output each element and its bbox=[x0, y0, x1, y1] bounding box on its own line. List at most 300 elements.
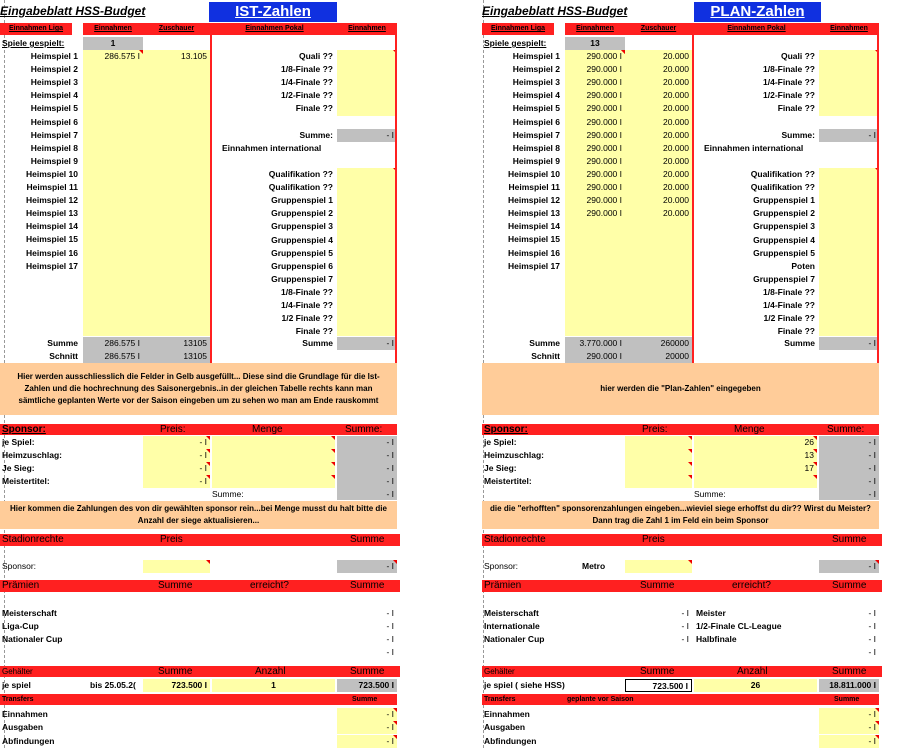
heimspiel-label: Heimspiel 12 bbox=[26, 195, 78, 206]
sponsor-preis-cell[interactable] bbox=[625, 449, 692, 462]
heimspiel-einnahmen-cell[interactable] bbox=[83, 89, 143, 102]
heimspiel-zuschauer-cell[interactable] bbox=[143, 181, 210, 194]
spiele-gespielt-value[interactable]: 1 bbox=[83, 37, 143, 50]
schnitt-zuschauer: 13105 bbox=[143, 350, 210, 363]
heimspiel-einnahmen-cell[interactable] bbox=[83, 116, 143, 129]
transfer-row-value[interactable]: - I bbox=[819, 721, 879, 734]
sponsor-row-label: Heimzuschlag: bbox=[2, 450, 62, 460]
column-divider bbox=[692, 23, 694, 363]
heimspiel-label: Heimspiel 16 bbox=[508, 247, 560, 258]
heimspiel-zuschauer-cell[interactable]: 20.000 bbox=[663, 195, 689, 206]
sponsor-menge-cell[interactable]: 26 bbox=[804, 437, 814, 447]
heimspiel-label: Heimspiel 6 bbox=[512, 116, 560, 127]
summe-label: Summe bbox=[47, 338, 78, 348]
heimspiel-zuschauer-cell[interactable] bbox=[625, 233, 692, 246]
heimspiel-einnahmen-cell[interactable] bbox=[83, 220, 143, 233]
comment-marker-icon bbox=[688, 560, 692, 564]
heimspiel-zuschauer-cell[interactable] bbox=[143, 233, 210, 246]
heimspiel-label: Heimspiel 9 bbox=[30, 155, 78, 166]
transfer-row-label: Ausgaben bbox=[484, 722, 526, 733]
heimspiel-label: Heimspiel 14 bbox=[508, 221, 560, 232]
heimspiel-zuschauer-cell[interactable] bbox=[143, 102, 210, 115]
sponsor-row-label: Je Sieg: bbox=[484, 463, 517, 473]
heimspiel-label: Heimspiel 15 bbox=[26, 234, 78, 245]
info-note-ist: hier werden die "Plan-Zahlen" eingegeben bbox=[482, 363, 879, 415]
heimspiel-zuschauer-cell[interactable]: 20.000 bbox=[663, 208, 689, 219]
heimspiel-einnahmen-cell[interactable]: 286.575 I bbox=[104, 51, 140, 61]
gehaelter-betrag[interactable]: 723.500 I bbox=[625, 679, 692, 692]
heimspiel-einnahmen-cell[interactable] bbox=[83, 129, 143, 142]
comment-marker-icon bbox=[813, 449, 817, 453]
stadion-summe-header: Summe bbox=[350, 534, 400, 546]
praemien-erreicht-header: erreicht? bbox=[250, 580, 310, 592]
heimspiel-zuschauer-cell[interactable] bbox=[143, 129, 210, 142]
heimspiel-label: Heimspiel 3 bbox=[30, 77, 78, 88]
right-border bbox=[395, 23, 397, 363]
heimspiel-zuschauer-cell[interactable]: 13.105 bbox=[181, 51, 207, 61]
comment-marker-icon bbox=[875, 735, 879, 739]
sponsor-summe-header: Summe: bbox=[345, 424, 395, 435]
gehaelter-total: 723.500 I bbox=[337, 679, 397, 692]
banner-title: PLAN-Zahlen bbox=[694, 2, 821, 22]
international-round-label: Gruppenspiel 2 bbox=[753, 208, 815, 219]
sponsor-summe-cell: - I bbox=[819, 462, 879, 475]
sponsor-summe-cell: - I bbox=[337, 475, 397, 488]
schnitt-einnahmen: 290.000 I bbox=[565, 350, 625, 363]
transfer-row-value[interactable]: - I bbox=[337, 735, 397, 748]
pokal-round-label: 1/2-Finale ?? bbox=[281, 90, 333, 101]
heimspiel-einnahmen-cell[interactable]: 290.000 I bbox=[586, 51, 622, 61]
header-pokal: Einnahmen Pokal bbox=[212, 23, 337, 35]
summe-einnahmen: 286.575 I bbox=[83, 337, 143, 350]
international-round-label: 1/8-Finale ?? bbox=[763, 286, 815, 297]
heimspiel-einnahmen-cell[interactable] bbox=[83, 260, 143, 273]
international-round-label: 1/4-Finale ?? bbox=[281, 300, 333, 310]
praemien-total: - I bbox=[868, 647, 876, 657]
gehaelter-anzahl-header: Anzahl bbox=[737, 666, 787, 677]
header-zuschauer: Zuschauer bbox=[143, 23, 210, 35]
international-round-label: Gruppenspiel 5 bbox=[753, 247, 815, 258]
gehaelter-summe-header: Summe bbox=[158, 666, 208, 677]
praemien-erreicht-label: Halbfinale bbox=[696, 634, 737, 644]
gehaelter-label: je spiel ( siehe HSS) bbox=[484, 680, 565, 690]
transfers-summe-header: Summe bbox=[834, 694, 879, 705]
header-zuschauer: Zuschauer bbox=[625, 23, 692, 35]
pokal-round-label: Finale ?? bbox=[295, 103, 333, 114]
heimspiel-zuschauer-cell[interactable] bbox=[625, 260, 692, 273]
sponsor-row-label: je Spiel: bbox=[484, 437, 517, 447]
summe-einnahmen: 3.770.000 I bbox=[565, 337, 625, 350]
praemien-erreicht-label: Meister bbox=[696, 608, 726, 618]
heimspiel-zuschauer-cell[interactable]: 20.000 bbox=[663, 103, 689, 114]
heimspiel-zuschauer-cell[interactable]: 20.000 bbox=[663, 142, 689, 153]
comment-marker-icon bbox=[621, 50, 625, 54]
gehaelter-bis: bis 25.05.2( bbox=[90, 680, 136, 690]
international-round-label: Qualifikation ?? bbox=[750, 169, 815, 179]
praemien-row-value: - I bbox=[681, 608, 689, 618]
pokal-round-label: 1/4-Finale ?? bbox=[763, 77, 815, 88]
heimspiel-label: Heimspiel 14 bbox=[26, 221, 78, 232]
info-note-sponsor: Hier kommen die Zahlungen des von dir gewählten sponsor rein...bei Menge musst du halt bitte die Anzahl der siege aktualisieren... bbox=[0, 501, 397, 529]
sponsor-total-value: - I bbox=[819, 488, 879, 500]
gehaelter-anzahl[interactable]: 26 bbox=[694, 679, 817, 692]
comment-marker-icon bbox=[206, 436, 210, 440]
praemien-row-value2: - I bbox=[868, 634, 876, 644]
spiele-gespielt-label: Spiele gespielt: bbox=[2, 38, 65, 48]
international-round-label: Gruppenspiel 4 bbox=[271, 234, 333, 245]
ist-panel bbox=[0, 0, 400, 748]
heimspiel-label: Heimspiel 1 bbox=[30, 51, 78, 61]
heimspiel-label: Heimspiel 13 bbox=[508, 208, 560, 219]
comment-marker-icon bbox=[688, 449, 692, 453]
heimspiel-zuschauer-cell[interactable] bbox=[143, 89, 210, 102]
heimspiel-einnahmen-cell[interactable] bbox=[83, 233, 143, 246]
gehaelter-summe2-header: Summe bbox=[350, 666, 400, 677]
international-summe-value: - I bbox=[819, 337, 879, 350]
transfer-row-label: Ausgaben bbox=[2, 722, 44, 733]
sponsor-title: Sponsor: bbox=[2, 424, 62, 435]
sponsor-menge-cell[interactable] bbox=[212, 449, 335, 462]
sponsor-total-label: Summe: bbox=[694, 489, 726, 499]
comment-marker-icon bbox=[875, 560, 879, 564]
praemien-summe-header: Summe bbox=[640, 580, 690, 592]
sponsor-row-label: je Spiel: bbox=[2, 437, 35, 447]
stadion-sponsor-label: Sponsor: bbox=[484, 561, 519, 571]
comment-marker-icon bbox=[331, 449, 335, 453]
comment-marker-icon bbox=[393, 721, 397, 725]
heimspiel-einnahmen-cell[interactable] bbox=[565, 260, 625, 273]
sponsor-menge-header: Menge bbox=[252, 424, 302, 435]
stadion-summe-cell: - I bbox=[337, 560, 397, 573]
international-summe-label: Summe bbox=[784, 338, 815, 348]
stadion-summe-header: Summe bbox=[832, 534, 882, 546]
transfer-row-value[interactable]: - I bbox=[819, 735, 879, 748]
schnitt-zuschauer: 20000 bbox=[625, 350, 692, 363]
transfer-row-label: Abfindungen bbox=[2, 735, 55, 746]
heimspiel-zuschauer-cell[interactable] bbox=[143, 168, 210, 181]
spiele-gespielt-label: Spiele gespielt: bbox=[484, 38, 547, 48]
international-input-column bbox=[337, 168, 397, 336]
praemien-row-label: Liga-Cup bbox=[2, 621, 39, 631]
transfers-title: Transfers bbox=[484, 694, 564, 705]
pokal-round-label: 1/2-Finale ?? bbox=[763, 90, 815, 101]
sponsor-preis-header: Preis: bbox=[160, 424, 210, 435]
international-round-label: Finale ?? bbox=[777, 326, 815, 337]
stadion-preis-header: Preis bbox=[642, 534, 692, 546]
heimspiel-zuschauer-cell[interactable] bbox=[143, 194, 210, 207]
gehaelter-summe-header: Summe bbox=[640, 666, 690, 677]
heimspiel-zuschauer-cell[interactable]: 20.000 bbox=[663, 168, 689, 179]
heimspiel-zuschauer-cell[interactable] bbox=[625, 220, 692, 233]
international-round-label: 1/8-Finale ?? bbox=[281, 286, 333, 297]
sponsor-preis-cell[interactable] bbox=[625, 462, 692, 475]
column-divider bbox=[210, 23, 212, 363]
heimspiel-label: Heimspiel 3 bbox=[512, 77, 560, 88]
sponsor-menge-cell[interactable] bbox=[212, 475, 335, 488]
gehaelter-total: 18.811.000 I bbox=[819, 679, 879, 692]
pokal-summe-value: - I bbox=[819, 129, 879, 142]
heimspiel-einnahmen-cell[interactable]: 290.000 I bbox=[586, 116, 622, 127]
heimspiel-einnahmen-cell[interactable] bbox=[83, 155, 143, 168]
transfers-summe-header: Summe bbox=[352, 694, 397, 705]
sponsor-total-label: Summe: bbox=[212, 489, 244, 499]
heimspiel-einnahmen-cell[interactable]: 290.000 I bbox=[586, 90, 622, 101]
header-einnahmen-pokal: Einnahmen bbox=[337, 23, 397, 35]
transfer-row-label: Abfindungen bbox=[484, 735, 537, 746]
international-title: Einnahmen international bbox=[222, 143, 322, 153]
comment-marker-icon bbox=[688, 462, 692, 466]
stadion-title: Stadionrechte bbox=[2, 534, 102, 546]
pokal-summe-value: - I bbox=[337, 129, 397, 142]
heimspiel-einnahmen-cell[interactable]: 290.000 I bbox=[586, 208, 622, 219]
heimspiel-einnahmen-cell[interactable] bbox=[83, 76, 143, 89]
heimspiel-einnahmen-cell[interactable] bbox=[565, 247, 625, 260]
sponsor-total-value: - I bbox=[337, 488, 397, 500]
international-round-label: Qualifikation ?? bbox=[268, 169, 333, 179]
heimspiel-zuschauer-cell[interactable] bbox=[143, 247, 210, 260]
sponsor-summe-cell: - I bbox=[819, 475, 879, 488]
heimspiel-einnahmen-cell[interactable]: 290.000 I bbox=[586, 182, 622, 192]
gehaelter-title: Gehälter bbox=[2, 666, 102, 677]
heimspiel-zuschauer-cell[interactable] bbox=[143, 142, 210, 155]
header-einnahmen: Einnahmen bbox=[83, 23, 143, 35]
sponsor-summe-cell: - I bbox=[819, 436, 879, 449]
heimspiel-einnahmen-cell[interactable] bbox=[83, 194, 143, 207]
sponsor-title: Sponsor: bbox=[484, 424, 544, 435]
heimspiel-label: Heimspiel 1 bbox=[512, 51, 560, 61]
transfers-subtitle: geplante vor Saison bbox=[567, 694, 687, 705]
sponsor-preis-cell[interactable]: - I bbox=[199, 437, 207, 447]
heimspiel-label: Heimspiel 7 bbox=[512, 129, 560, 140]
comment-marker-icon bbox=[331, 436, 335, 440]
heimspiel-label: Heimspiel 5 bbox=[512, 103, 560, 114]
praemien-row-value: - I bbox=[386, 608, 394, 618]
heimspiel-label: Heimspiel 12 bbox=[508, 195, 560, 206]
sponsor-preis-cell[interactable]: - I bbox=[199, 476, 207, 486]
heimspiel-zuschauer-cell[interactable]: 20.000 bbox=[663, 77, 689, 88]
gehaelter-betrag[interactable]: 723.500 I bbox=[143, 679, 210, 692]
heimspiel-einnahmen-cell[interactable]: 290.000 I bbox=[586, 64, 622, 75]
sheet-title: Eingabeblatt HSS-Budget bbox=[482, 4, 628, 18]
heimspiel-label: Heimspiel 16 bbox=[26, 247, 78, 258]
praemien-row-label: Nationaler Cup bbox=[2, 634, 63, 644]
heimspiel-zuschauer-cell[interactable]: 20.000 bbox=[663, 182, 689, 192]
sponsor-preis-cell[interactable] bbox=[625, 436, 692, 449]
stadion-title: Stadionrechte bbox=[484, 534, 584, 546]
sheet-title: Eingabeblatt HSS-Budget bbox=[0, 4, 146, 18]
comment-marker-icon bbox=[875, 708, 879, 712]
sponsor-menge-cell[interactable]: 17 bbox=[804, 463, 814, 473]
heimspiel-zuschauer-cell[interactable] bbox=[143, 220, 210, 233]
heimspiel-label: Heimspiel 13 bbox=[26, 208, 78, 219]
heimspiel-label: Heimspiel 11 bbox=[26, 182, 78, 192]
summe-zuschauer: 13105 bbox=[143, 337, 210, 350]
heimspiel-einnahmen-cell[interactable]: 290.000 I bbox=[586, 195, 622, 206]
praemien-summe-header: Summe bbox=[158, 580, 208, 592]
gehaelter-title: Gehälter bbox=[484, 666, 584, 677]
praemien-row-label: Meisterschaft bbox=[2, 608, 57, 618]
sponsor-menge-cell[interactable] bbox=[212, 462, 335, 475]
comment-marker-icon bbox=[331, 462, 335, 466]
spiele-gespielt-value[interactable]: 13 bbox=[565, 37, 625, 50]
gehaelter-anzahl[interactable]: 1 bbox=[212, 679, 335, 692]
heimspiel-label: Heimspiel 8 bbox=[512, 142, 560, 153]
international-round-label: Gruppenspiel 1 bbox=[271, 195, 333, 206]
international-round-label: Gruppenspiel 2 bbox=[271, 208, 333, 219]
sponsor-preis-cell[interactable]: - I bbox=[199, 463, 207, 473]
stadion-preis-cell[interactable] bbox=[143, 560, 210, 573]
heimspiel-einnahmen-cell[interactable]: 290.000 I bbox=[586, 168, 622, 179]
pokal-round-label: 1/8-Finale ?? bbox=[281, 64, 333, 75]
international-summe-value: - I bbox=[337, 337, 397, 350]
international-round-label: Poten bbox=[791, 260, 815, 271]
heimspiel-zuschauer-cell[interactable] bbox=[143, 76, 210, 89]
pokal-round-label: 1/4-Finale ?? bbox=[281, 77, 333, 88]
comment-marker-icon bbox=[813, 475, 817, 479]
praemien-row-value: - I bbox=[386, 621, 394, 631]
heimspiel-zuschauer-cell[interactable] bbox=[625, 247, 692, 260]
info-note-sponsor: die die "erhofften" sponsorenzahlungen eingeben...wieviel siege erhoffst du dir?? Wirst du Meister? Dann trag die Zahl 1 im Feld ein beim Sponsor bbox=[482, 501, 879, 529]
transfer-row-value[interactable]: - I bbox=[337, 708, 397, 721]
heimspiel-zuschauer-cell[interactable]: 20.000 bbox=[663, 116, 689, 127]
summe-label: Summe bbox=[529, 338, 560, 348]
header-liga: Einnahmen Liga bbox=[482, 23, 554, 35]
heimspiel-zuschauer-cell[interactable]: 20.000 bbox=[663, 129, 689, 140]
heimspiel-label: Heimspiel 11 bbox=[508, 182, 560, 192]
heimspiel-einnahmen-cell[interactable] bbox=[83, 207, 143, 220]
header-liga: Einnahmen Liga bbox=[0, 23, 72, 35]
international-title: Einnahmen international bbox=[704, 143, 804, 153]
praemien-erreicht-label: 1/2-Finale CL-League bbox=[696, 621, 782, 631]
comment-marker-icon bbox=[688, 475, 692, 479]
heimspiel-einnahmen-cell[interactable] bbox=[83, 168, 143, 181]
sponsor-menge-cell[interactable]: 13 bbox=[804, 450, 814, 460]
transfers-title: Transfers bbox=[2, 694, 82, 705]
heimspiel-einnahmen-cell[interactable]: 290.000 I bbox=[586, 77, 622, 88]
heimspiel-label: Heimspiel 7 bbox=[30, 129, 78, 140]
international-round-label: Gruppenspiel 3 bbox=[271, 221, 333, 232]
transfer-row-value[interactable]: - I bbox=[819, 708, 879, 721]
transfer-row-label: Einnahmen bbox=[484, 709, 530, 719]
comment-marker-icon bbox=[393, 735, 397, 739]
heimspiel-einnahmen-cell[interactable]: 290.000 I bbox=[586, 103, 622, 114]
comment-marker-icon bbox=[139, 50, 143, 54]
plan-panel bbox=[482, 0, 907, 748]
pokal-round-label: 1/8-Finale ?? bbox=[763, 64, 815, 75]
heimspiel-label: Heimspiel 5 bbox=[30, 103, 78, 114]
heimspiel-zuschauer-cell[interactable]: 20.000 bbox=[663, 90, 689, 101]
comment-marker-icon bbox=[875, 721, 879, 725]
heimspiel-label: Heimspiel 2 bbox=[30, 64, 78, 75]
comment-marker-icon bbox=[393, 708, 397, 712]
international-round-label: Finale ?? bbox=[295, 326, 333, 337]
heimspiel-einnahmen-cell[interactable] bbox=[83, 181, 143, 194]
sponsor-summe-cell: - I bbox=[819, 449, 879, 462]
header-einnahmen: Einnahmen bbox=[565, 23, 625, 35]
heimspiel-zuschauer-cell[interactable]: 20.000 bbox=[663, 155, 689, 166]
schnitt-einnahmen: 286.575 I bbox=[83, 350, 143, 363]
heimspiel-zuschauer-cell[interactable] bbox=[143, 260, 210, 273]
sponsor-menge-cell[interactable] bbox=[212, 436, 335, 449]
praemien-total: - I bbox=[386, 647, 394, 657]
international-round-label: Gruppenspiel 4 bbox=[753, 234, 815, 245]
praemien-summe2-header: Summe bbox=[350, 580, 400, 592]
praemien-erreicht-header: erreicht? bbox=[732, 580, 792, 592]
header-pokal: Einnahmen Pokal bbox=[694, 23, 819, 35]
heimspiel-label: Heimspiel 10 bbox=[26, 168, 78, 179]
heimspiel-label: Heimspiel 4 bbox=[512, 90, 560, 101]
praemien-title: Prämien bbox=[2, 580, 102, 592]
heimspiel-zuschauer-cell[interactable] bbox=[143, 63, 210, 76]
stadion-summe-cell: - I bbox=[819, 560, 879, 573]
stadion-sponsor-name[interactable] bbox=[100, 560, 140, 573]
sponsor-summe-cell: - I bbox=[337, 462, 397, 475]
international-round-label: 1/2 Finale ?? bbox=[763, 313, 815, 324]
sponsor-row-label: Heimzuschlag: bbox=[484, 450, 544, 460]
sponsor-summe-cell: - I bbox=[337, 436, 397, 449]
international-round-label: Gruppenspiel 5 bbox=[271, 247, 333, 258]
praemien-row-label: Internationale bbox=[484, 621, 540, 631]
transfer-row-value[interactable]: - I bbox=[337, 721, 397, 734]
banner-title: IST-Zahlen bbox=[209, 2, 337, 22]
international-round-label: 1/4-Finale ?? bbox=[763, 300, 815, 310]
international-round-label: Gruppenspiel 6 bbox=[271, 260, 333, 271]
comment-marker-icon bbox=[393, 560, 397, 564]
heimspiel-label: Heimspiel 9 bbox=[512, 155, 560, 166]
stadion-preis-cell[interactable] bbox=[625, 560, 692, 573]
heimspiel-label: Heimspiel 2 bbox=[512, 64, 560, 75]
heimspiel-einnahmen-cell[interactable] bbox=[83, 247, 143, 260]
heimspiel-label: Heimspiel 10 bbox=[508, 168, 560, 179]
heimspiel-label: Heimspiel 17 bbox=[508, 260, 560, 271]
heimspiel-zuschauer-cell[interactable] bbox=[143, 207, 210, 220]
heimspiel-einnahmen-cell[interactable]: 290.000 I bbox=[586, 155, 622, 166]
international-round-label: Gruppenspiel 1 bbox=[753, 195, 815, 206]
stadion-preis-header: Preis bbox=[160, 534, 210, 546]
schnitt-label: Schnitt bbox=[531, 351, 560, 361]
praemien-summe2-header: Summe bbox=[832, 580, 882, 592]
heimspiel-zuschauer-cell[interactable] bbox=[143, 155, 210, 168]
stadion-sponsor-name[interactable]: Metro bbox=[582, 561, 606, 571]
summe-zuschauer: 260000 bbox=[625, 337, 692, 350]
heimspiel-einnahmen-cell[interactable] bbox=[83, 63, 143, 76]
heimspiel-einnahmen-cell[interactable] bbox=[83, 142, 143, 155]
info-note-ist: Hier werden ausschliesslich die Felder in Gelb ausgefüllt... Diese sind die Grundlage für die Ist-Zahlen und die hochrechnung des Saisonergebnis..in der gleichen Tabelle rechts kann man sämtliche geplanten Werte vor der Saison eingeben um zu sehen wo man am Ende rauskommt bbox=[0, 363, 397, 415]
pokal-input-column bbox=[819, 50, 879, 116]
right-border bbox=[877, 23, 879, 363]
heimspiel-einnahmen-cell[interactable]: 290.000 I bbox=[586, 129, 622, 140]
pokal-summe-label: Summe: bbox=[781, 130, 815, 140]
heimspiel-zuschauer-cell[interactable]: 20.000 bbox=[663, 51, 689, 61]
heimspiel-zuschauer-cell[interactable]: 20.000 bbox=[663, 64, 689, 75]
sponsor-preis-cell[interactable]: - I bbox=[199, 450, 207, 460]
heimspiel-einnahmen-cell[interactable] bbox=[83, 102, 143, 115]
heimspiel-label: Heimspiel 6 bbox=[30, 116, 78, 127]
heimspiel-einnahmen-cell[interactable]: 290.000 I bbox=[586, 142, 622, 153]
comment-marker-icon bbox=[813, 462, 817, 466]
comment-marker-icon bbox=[206, 475, 210, 479]
comment-marker-icon bbox=[206, 560, 210, 564]
sponsor-row-label: Je Sieg: bbox=[2, 463, 35, 473]
sponsor-menge-cell[interactable] bbox=[694, 475, 817, 488]
sponsor-preis-cell[interactable] bbox=[625, 475, 692, 488]
stadion-sponsor-label: Sponsor: bbox=[2, 561, 37, 571]
heimspiel-einnahmen-cell[interactable] bbox=[565, 233, 625, 246]
heimspiel-einnahmen-cell[interactable] bbox=[565, 220, 625, 233]
pokal-summe-label: Summe: bbox=[299, 130, 333, 140]
heimspiel-zuschauer-cell[interactable] bbox=[143, 116, 210, 129]
comment-marker-icon bbox=[688, 436, 692, 440]
